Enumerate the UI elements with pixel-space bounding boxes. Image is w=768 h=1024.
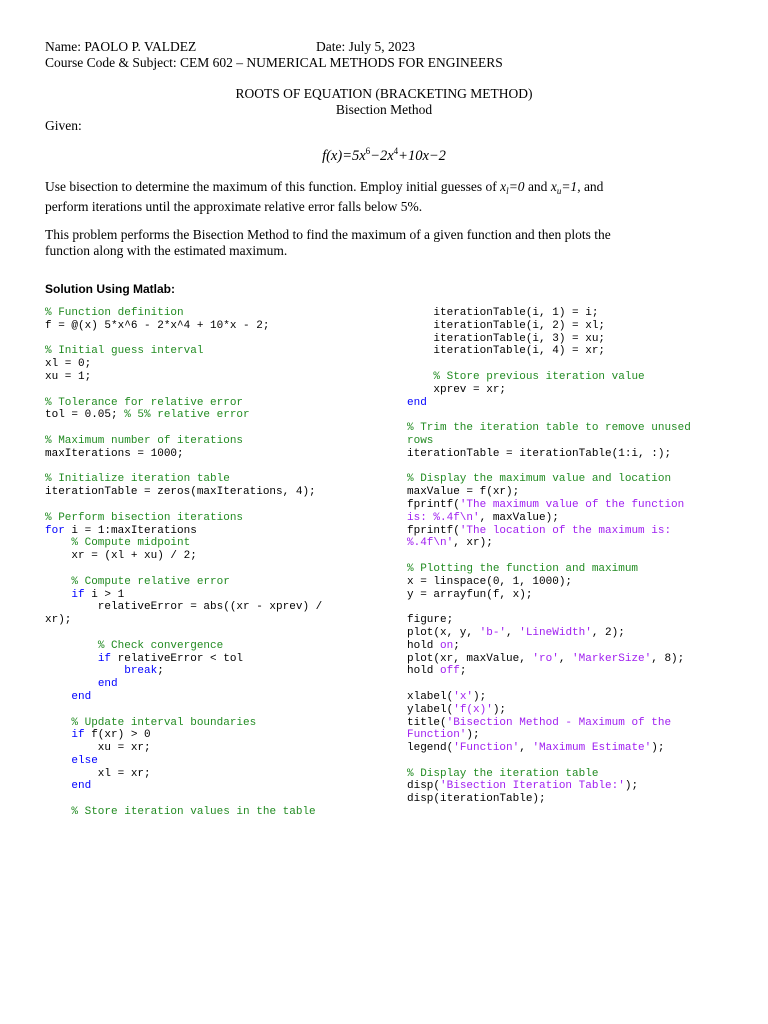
- code-token: %.4f\n': [407, 537, 454, 550]
- code-token: % Store iteration values in the table: [71, 806, 316, 819]
- code-token: rows: [407, 434, 434, 447]
- code-token: );: [492, 703, 507, 716]
- code-token: % Update interval boundaries: [71, 716, 257, 729]
- code-token: [407, 371, 433, 383]
- code-line: [407, 486, 691, 499]
- code-token: is: %.4f\n': [407, 511, 480, 524]
- student-name: Name: PAOLO P. VALDEZ: [45, 39, 197, 54]
- code-token: y = arrayfun(f, x);: [407, 588, 533, 601]
- code-token: else: [71, 754, 98, 767]
- code-column-right: [407, 307, 691, 806]
- code-line: [45, 704, 322, 717]
- code-token: 'b-': [479, 626, 507, 639]
- code-token: % Initialize iteration table: [45, 473, 230, 486]
- upper-guess: $x_u=1$: [550, 179, 578, 196]
- code-line: [45, 307, 322, 320]
- code-token: hold: [407, 665, 441, 678]
- code-line: [407, 678, 691, 691]
- code-token: on: [440, 639, 454, 652]
- code-line: [407, 576, 691, 589]
- solution-heading: Solution Using Matlab:: [45, 282, 175, 296]
- code-token: hold: [407, 639, 441, 652]
- code-token: ;: [157, 665, 164, 678]
- code-line: [45, 640, 322, 653]
- code-token: xprev = xr;: [407, 383, 507, 396]
- code-token: 'Bisection Method - Maximum of the: [446, 716, 672, 729]
- code-token: iterationTable = zeros(maxIterations, 4);: [45, 486, 316, 499]
- code-token: % Function definition: [45, 307, 184, 319]
- code-token: % Display the maximum value and location: [407, 473, 672, 486]
- code-token: 'The maximum value of the function: [459, 498, 685, 511]
- code-token: relativeError = abs((xr - xprev) /: [45, 601, 323, 614]
- code-token: [45, 653, 98, 665]
- code-line: [407, 717, 691, 730]
- code-line: [407, 780, 691, 793]
- code-token: ,: [506, 626, 520, 639]
- code-column-left: [45, 307, 322, 819]
- code-line: [407, 563, 691, 576]
- code-line: [45, 755, 322, 768]
- code-line: [45, 345, 322, 358]
- code-line: [45, 461, 322, 474]
- code-line: [45, 397, 322, 410]
- code-line: [407, 333, 691, 346]
- code-token: [45, 717, 71, 729]
- given-label: Given:: [45, 118, 82, 133]
- code-line: [407, 499, 691, 512]
- code-token: , maxValue);: [479, 511, 559, 524]
- code-line: [407, 640, 691, 653]
- code-token: ;: [453, 639, 460, 652]
- code-line: [407, 384, 691, 397]
- code-token: ,: [558, 652, 573, 665]
- code-token: xu = xr;: [45, 742, 151, 755]
- code-token: , xr);: [453, 537, 493, 550]
- code-token: i = 1:maxIterations: [64, 524, 197, 537]
- code-line: [407, 537, 691, 550]
- code-line: [45, 512, 322, 525]
- code-line: [407, 473, 691, 486]
- code-token: % Initial guess interval: [45, 345, 204, 358]
- code-line: [45, 448, 322, 461]
- code-token: 'x': [453, 690, 474, 703]
- code-line: [45, 806, 322, 819]
- code-token: 'Function': [453, 742, 520, 755]
- code-token: 'The location of the maximum is:: [459, 524, 672, 537]
- code-line: [407, 729, 691, 742]
- code-token: off: [440, 665, 460, 678]
- code-line: [45, 768, 322, 781]
- code-line: [45, 576, 322, 589]
- code-line: [45, 665, 322, 678]
- code-line: [407, 627, 691, 640]
- code-line: [45, 729, 322, 742]
- code-line: [45, 653, 322, 666]
- code-token: 'MarkerSize': [572, 652, 652, 665]
- code-token: for: [45, 524, 65, 537]
- code-line: [45, 550, 322, 563]
- code-token: xlabel(: [407, 690, 454, 703]
- code-token: % Compute relative error: [71, 575, 230, 588]
- code-token: i > 1: [84, 588, 125, 601]
- code-token: xr);: [45, 614, 72, 627]
- code-line: [407, 320, 691, 333]
- code-token: legend(: [407, 742, 454, 755]
- code-token: [45, 780, 71, 792]
- code-token: % Maximum number of iterations: [45, 434, 244, 447]
- code-token: end: [97, 678, 118, 691]
- code-token: x = linspace(0, 1, 1000);: [407, 575, 573, 588]
- code-token: xu = 1;: [45, 370, 92, 383]
- code-token: xl = xr;: [45, 767, 151, 780]
- code-token: [45, 691, 71, 703]
- description-paragraph: This problem performs the Bisection Method to find the maximum of a given function and then plots the function along with the estimated maximum.: [45, 227, 611, 258]
- code-token: [45, 640, 98, 652]
- code-token: % Check convergence: [97, 639, 224, 652]
- code-token: relativeError < tol: [111, 652, 244, 665]
- code-token: ylabel(: [407, 703, 454, 716]
- code-line: [407, 550, 691, 563]
- code-line: [45, 358, 322, 371]
- code-line: [45, 717, 322, 730]
- code-token: % Trim the iteration table to remove unused: [407, 422, 691, 435]
- code-line: [45, 589, 322, 602]
- code-line: [45, 473, 322, 486]
- code-token: if: [97, 652, 112, 665]
- code-token: [45, 665, 124, 677]
- code-line: [45, 384, 322, 397]
- code-token: iterationTable = iterationTable(1:i, :);: [407, 447, 672, 460]
- document-subtitle: Bisection Method: [335, 102, 433, 117]
- code-token: end: [71, 780, 92, 793]
- code-token: plot(xr, maxValue,: [407, 652, 533, 665]
- code-line: [407, 397, 691, 410]
- code-token: iterationTable(i, 1) = i;: [407, 307, 599, 319]
- code-token: % Display the iteration table: [407, 767, 599, 780]
- code-token: [45, 806, 71, 818]
- code-token: ,: [519, 742, 533, 755]
- code-token: [45, 729, 71, 741]
- code-line: [45, 435, 322, 448]
- code-line: [45, 320, 322, 333]
- code-token: % 5% relative error: [124, 409, 250, 422]
- code-line: [45, 333, 322, 346]
- code-token: 'Bisection Iteration Table:': [440, 780, 625, 793]
- code-token: fprintf(: [407, 498, 460, 511]
- code-token: 'ro': [532, 652, 559, 665]
- code-token: if: [71, 729, 85, 742]
- code-line: [45, 601, 322, 614]
- code-line: [45, 563, 322, 576]
- code-line: [407, 742, 691, 755]
- code-token: iterationTable(i, 4) = xr;: [407, 345, 606, 358]
- code-token: f = @(x) 5*x^6 - 2*x^4 + 10*x - 2;: [45, 319, 270, 332]
- code-line: [407, 755, 691, 768]
- code-line: [45, 691, 322, 704]
- code-line: [407, 461, 691, 474]
- code-token: plot(x, y,: [407, 626, 480, 639]
- code-line: [407, 601, 691, 614]
- code-token: fprintf(: [407, 524, 460, 537]
- course-line: Course Code & Subject: CEM 602 – NUMERICAL METHODS FOR ENGINEERS: [45, 55, 503, 70]
- code-line: [407, 793, 691, 806]
- code-line: [407, 409, 691, 422]
- code-token: end: [71, 690, 92, 703]
- code-line: [407, 422, 691, 435]
- code-line: [45, 780, 322, 793]
- code-line: [407, 768, 691, 781]
- code-token: [45, 576, 71, 588]
- code-token: disp(iterationTable);: [407, 793, 546, 806]
- code-token: [45, 589, 71, 601]
- code-token: maxValue = f(xr);: [407, 486, 520, 499]
- code-line: [45, 499, 322, 512]
- code-line: [407, 653, 691, 666]
- code-token: );: [624, 780, 639, 793]
- code-line: [407, 589, 691, 602]
- code-line: [407, 345, 691, 358]
- code-line: [407, 371, 691, 384]
- code-line: [407, 435, 691, 448]
- code-line: [407, 307, 691, 320]
- code-line: [45, 627, 322, 640]
- code-line: [407, 665, 691, 678]
- code-token: 'LineWidth': [519, 626, 592, 639]
- code-token: [45, 537, 71, 549]
- code-token: tol = 0.05;: [45, 409, 125, 422]
- code-token: f(xr) > 0: [84, 729, 151, 742]
- code-token: iterationTable(i, 3) = xu;: [407, 332, 606, 345]
- code-line: [407, 525, 691, 538]
- code-token: 'Maximum Estimate': [532, 742, 652, 755]
- code-token: , 2);: [591, 626, 625, 639]
- code-token: % Plotting the function and maximum: [407, 562, 639, 575]
- code-token: );: [651, 742, 665, 755]
- code-line: [45, 537, 322, 550]
- code-line: [407, 614, 691, 627]
- code-line: [45, 371, 322, 384]
- code-token: if: [71, 588, 85, 601]
- code-token: % Compute midpoint: [71, 537, 191, 550]
- lower-guess: $x_l=0$: [500, 179, 525, 196]
- code-line: [407, 448, 691, 461]
- code-token: % Store previous iteration value: [433, 370, 645, 383]
- code-line: [45, 409, 322, 422]
- code-line: [45, 793, 322, 806]
- code-line: [45, 525, 322, 538]
- code-line: [407, 512, 691, 525]
- code-token: maxIterations = 1000;: [45, 447, 184, 460]
- document-date: Date: July 5, 2023: [316, 39, 415, 54]
- code-token: [45, 755, 71, 767]
- code-line: [45, 486, 322, 499]
- code-line: [45, 742, 322, 755]
- code-token: ;: [459, 665, 467, 678]
- code-token: , 8);: [651, 652, 685, 665]
- code-token: end: [407, 396, 427, 409]
- code-token: disp(: [407, 780, 441, 793]
- document-title: ROOTS OF EQUATION (BRACKETING METHOD): [235, 86, 533, 101]
- code-token: iterationTable(i, 2) = xl;: [407, 319, 606, 332]
- code-line: [407, 704, 691, 717]
- code-token: xl = 0;: [45, 358, 92, 371]
- code-line: [45, 422, 322, 435]
- code-token: % Tolerance for relative error: [45, 396, 244, 409]
- code-token: 'f(x)': [453, 703, 493, 716]
- problem-statement: Use bisection to determine the maximum of this function. Employ initial guesses of $x_l=0$ and $x_u=1$, and perform iterations until the approximate relative error falls below 5%.: [45, 179, 604, 214]
- code-line: [45, 678, 322, 691]
- code-token: Function': [407, 729, 467, 742]
- function-formula: $f(x)=5x^6-2x^4+10x-2$: [322, 146, 446, 164]
- code-token: xr = (xl + xu) / 2;: [45, 550, 197, 563]
- code-line: [407, 358, 691, 371]
- code-token: [45, 678, 98, 690]
- code-line: [45, 614, 322, 627]
- code-token: title(: [407, 716, 447, 729]
- code-token: );: [473, 690, 487, 703]
- code-token: figure;: [407, 614, 454, 627]
- code-line: [407, 691, 691, 704]
- code-token: break: [124, 665, 158, 678]
- code-token: );: [466, 729, 480, 742]
- code-token: % Perform bisection iterations: [45, 511, 244, 524]
